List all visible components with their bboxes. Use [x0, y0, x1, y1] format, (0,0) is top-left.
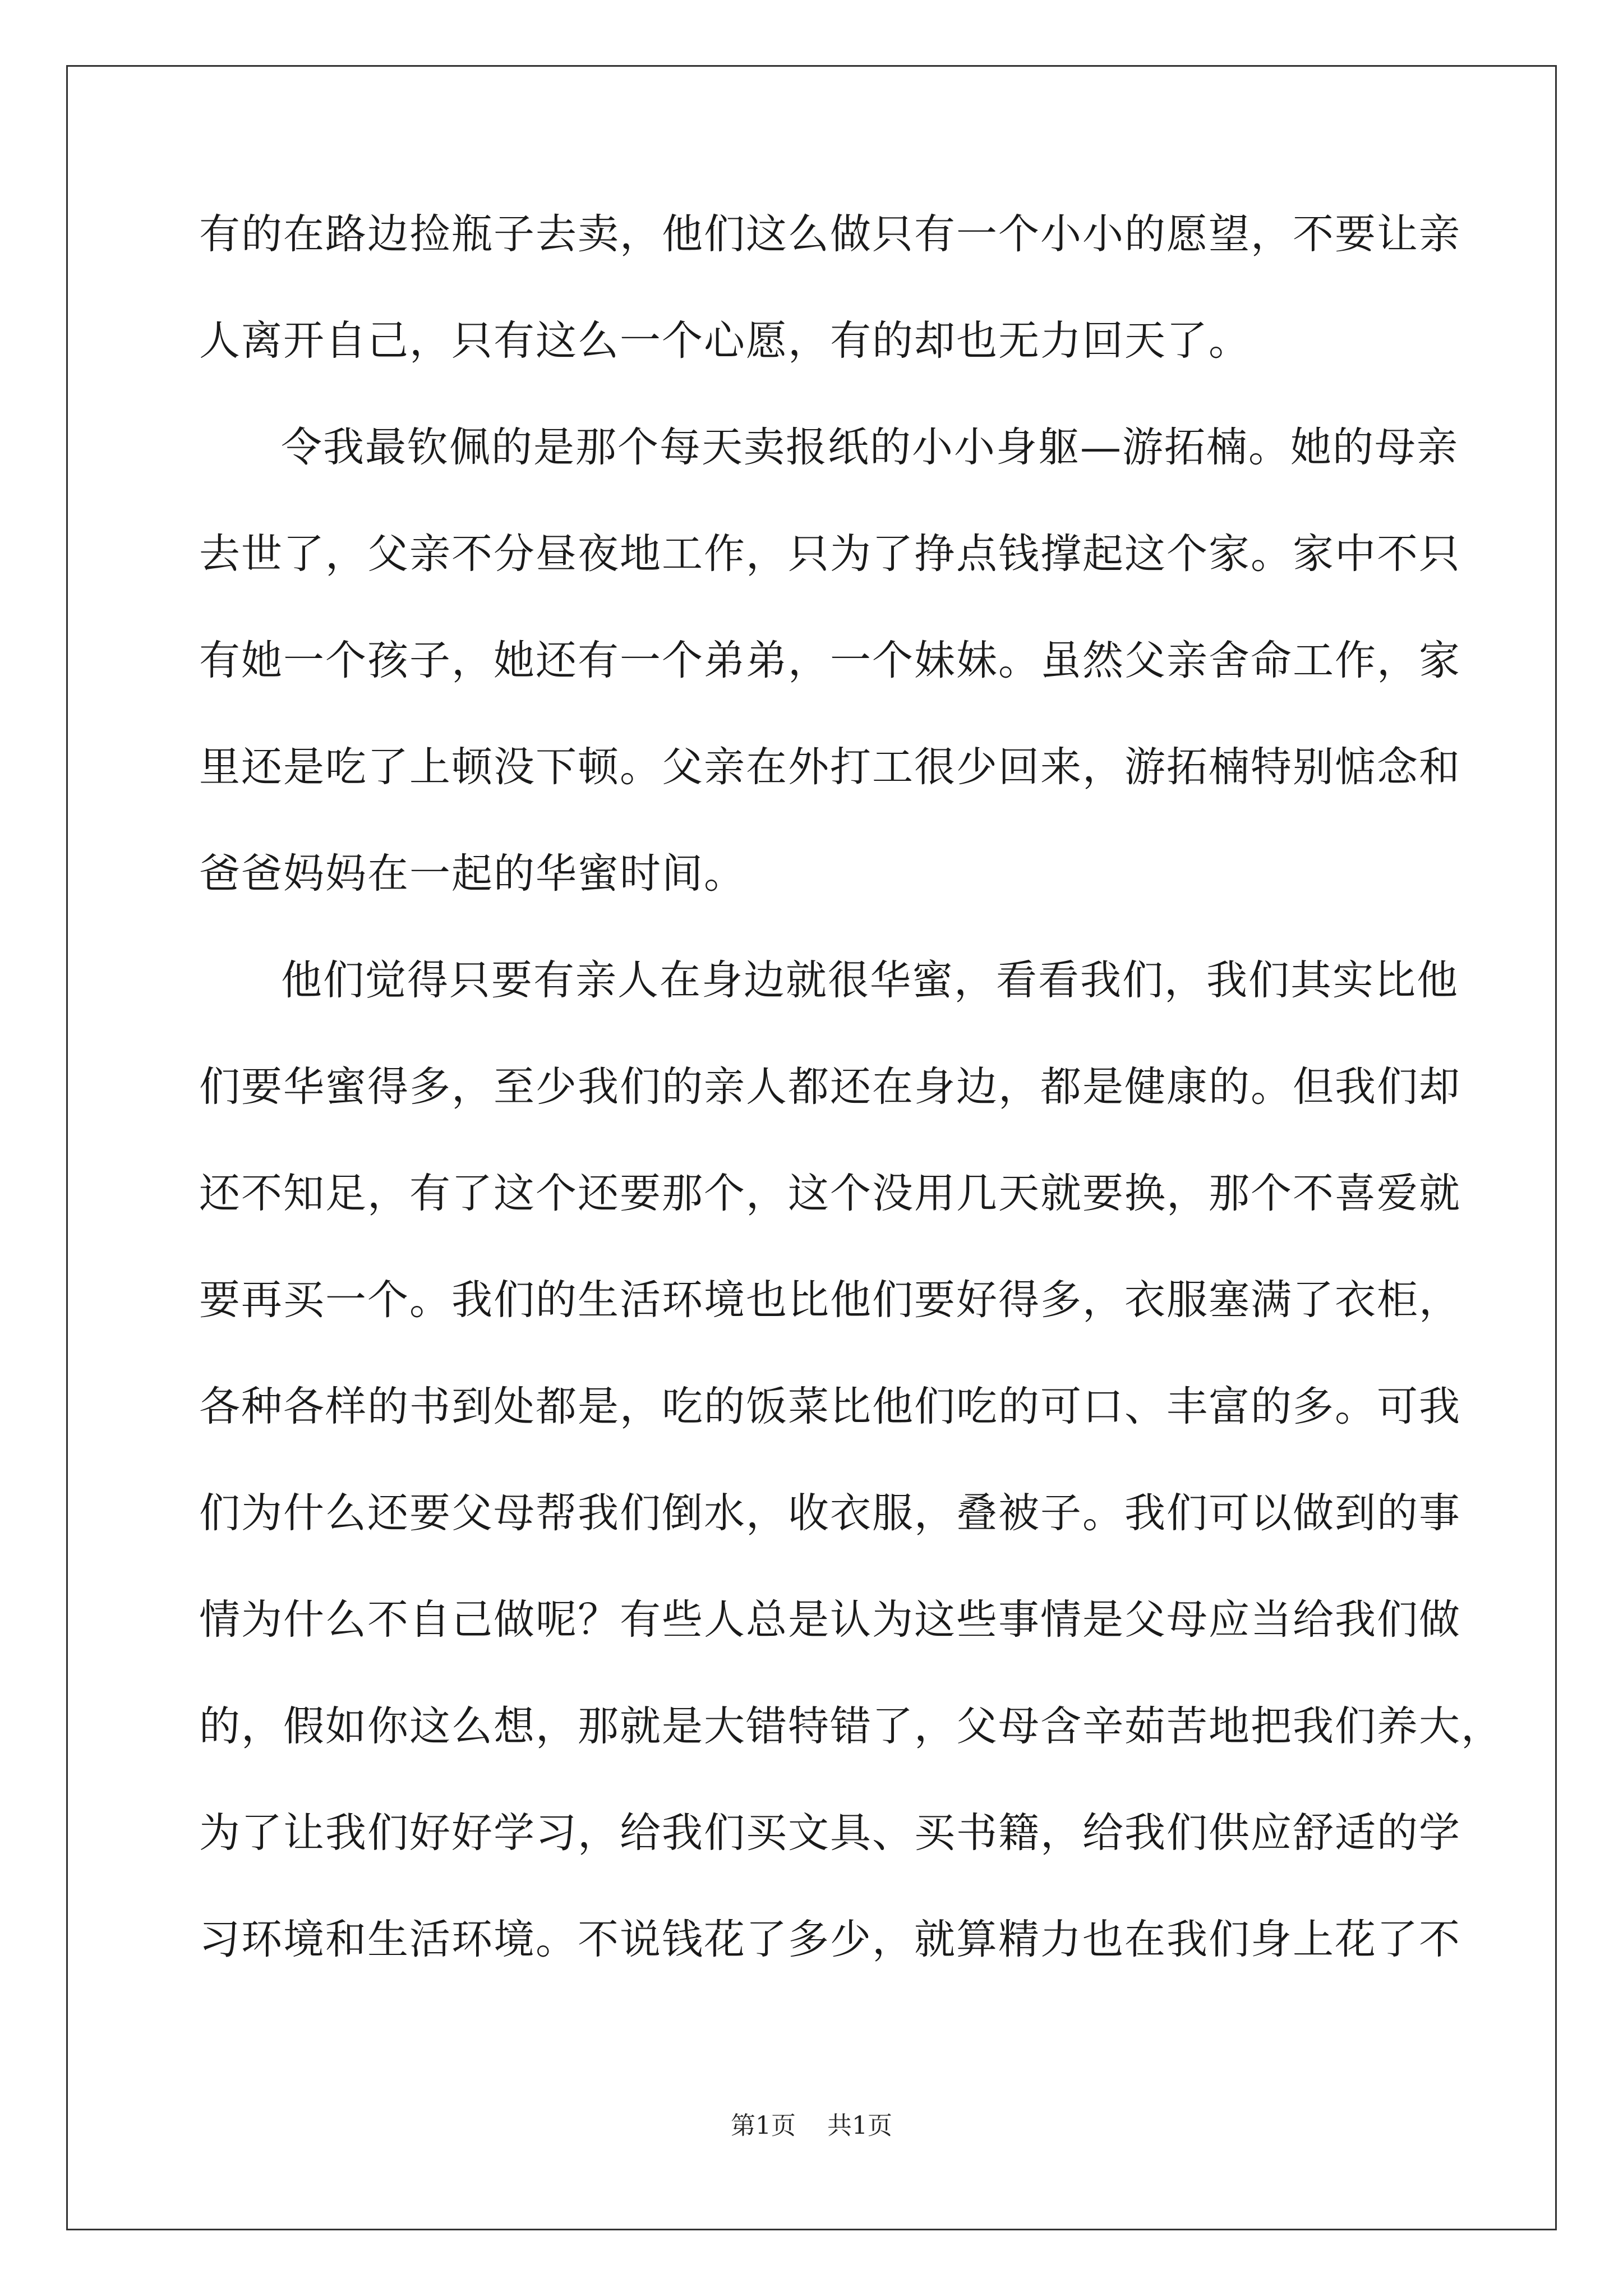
- text-line-3: 令我最钦佩的是那个每天卖报纸的小小身躯—游拓楠。她的母亲: [281, 424, 1459, 471]
- text-line-9: 们要华蜜得多，至少我们的亲人都还在身边，都是健康的。但我们却: [199, 1063, 1461, 1111]
- document-body: [199, 208, 1503, 2019]
- page-total: 共1页: [827, 2111, 892, 2140]
- text-line-13: 们为什么还要父母帮我们倒水，收衣服，叠被子。我们可以做到的事: [199, 1489, 1461, 1537]
- page-footer: [0, 2109, 1623, 2143]
- text-line-6: 里还是吃了上顿没下顿。父亲在外打工很少回来，游拓楠特别惦念和: [199, 743, 1461, 791]
- text-line-14: 情为什么不自己做呢？有些人总是认为这些事情是父母应当给我们做: [199, 1596, 1461, 1644]
- text-line-10: 还不知足，有了这个还要那个，这个没用几天就要换，那个不喜爱就: [199, 1170, 1461, 1217]
- text-line-2: 人离开自己，只有这么一个心愿，有的却也无力回天了。: [199, 317, 1251, 365]
- text-line-8: 他们觉得只要有亲人在身边就很华蜜，看看我们，我们其实比他: [281, 956, 1459, 1004]
- text-line-1: 有的在路边捡瓶子去卖，他们这么做只有一个小小的愿望，不要让亲: [199, 210, 1461, 258]
- text-line-11: 要再买一个。我们的生活环境也比他们要好得多，衣服塞满了衣柜，: [199, 1276, 1461, 1324]
- text-line-17: 习环境和生活环境。不说钱花了多少，就算精力也在我们身上花了不: [199, 1916, 1461, 1963]
- text-line-5: 有她一个孩子，她还有一个弟弟，一个妹妹。虽然父亲舍命工作，家: [199, 637, 1461, 684]
- text-line-16: 为了让我们好好学习，给我们买文具、买书籍，给我们供应舒适的学: [199, 1809, 1461, 1857]
- text-line-12: 各种各样的书到处都是，吃的饭菜比他们吃的可口、丰富的多。可我: [199, 1383, 1461, 1430]
- page-number: 第1页: [731, 2111, 796, 2140]
- text-line-4: 去世了，父亲不分昼夜地工作，只为了挣点钱撑起这个家。家中不只: [199, 530, 1461, 578]
- text-line-15: 的，假如你这么想，那就是大错特错了，父母含辛茹苦地把我们养大，: [199, 1703, 1503, 1750]
- text-line-7: 爸爸妈妈在一起的华蜜时间。: [199, 850, 746, 898]
